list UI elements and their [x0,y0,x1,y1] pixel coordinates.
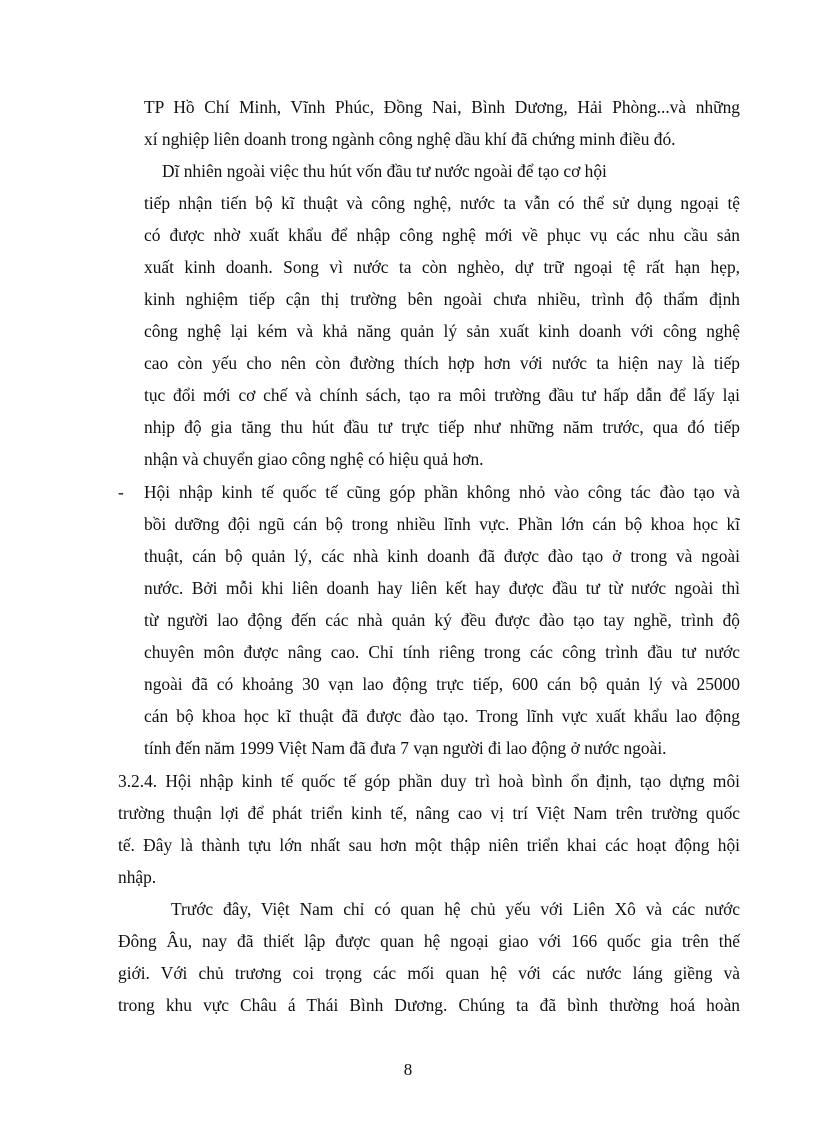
text-line: công nghệ lại kém và khả năng quản lý sản xuất kinh doanh với công nghệ [144,321,740,341]
text-line: nước. Bởi mỗi khi liên doanh hay liên kết hay được đầu tư từ nước ngoài thì [144,578,740,598]
text-line: xí nghiệp liên doanh trong ngành công nghệ dầu khí đã chứng minh điều đó. [144,129,676,149]
text-line: Trước đây, Việt Nam chỉ có quan hệ chủ yếu với Liên Xô và các nước [171,899,740,919]
section-heading-line: 3.2.4. Hội nhập kinh tế quốc tế góp phần duy trì hoà bình ổn định, tạo dựng môi [118,771,740,791]
text-line: giới. Với chủ trương coi trọng các mối quan hệ với các nước láng giềng và [118,963,740,983]
text-line: ngoài đã có khoảng 30 vạn lao động trực tiếp, 600 cán bộ quản lý và 25000 [144,674,740,694]
bullet-dash: - [118,482,124,502]
text-line: xuất kinh doanh. Song vì nước ta còn nghèo, dự trữ ngoại tệ rất hạn hẹp, [144,257,740,277]
text-line: có được nhờ xuất khẩu để nhập công nghệ mới về phục vụ các nhu cầu sản [144,225,740,245]
text-line: nhịp độ gia tăng thu hút đầu tư trực tiếp như những năm trước, qua đó tiếp [144,417,740,437]
text-line: trong khu vực Châu á Thái Bình Dương. Chúng ta đã bình thường hoá hoàn [118,995,740,1015]
text-line: cao còn yếu cho nên còn đường thích hợp hơn với nước ta hiện nay là tiếp [144,353,740,373]
text-line: chuyên môn được nâng cao. Chỉ tính riêng trong các công trình đầu tư nước [144,642,740,662]
text-line: tế. Đây là thành tựu lớn nhất sau hơn một thập niên triển khai các hoạt động hội [118,835,740,855]
text-line: Hội nhập kinh tế quốc tế cũng góp phần không nhỏ vào công tác đào tạo và [144,482,740,502]
text-line: từ người lao động đến các nhà quản ký đều được đào tạo tay nghề, trình độ [144,610,740,630]
text-line: nhận và chuyển giao công nghệ có hiệu quả hơn. [144,449,484,469]
text-line: tiếp nhận tiến bộ kĩ thuật và công nghệ, nước ta vẫn có thể sử dụng ngoại tệ [144,193,740,213]
text-line: trường thuận lợi để phát triển kinh tế, nâng cao vị trí Việt Nam trên trường quốc [118,803,740,823]
text-line: thuật, cán bộ quản lý, các nhà kinh doanh đã được đào tạo ở trong và ngoài [144,546,740,566]
text-line: tính đến năm 1999 Việt Nam đã đưa 7 vạn người đi lao động ở nước ngoài. [144,738,667,758]
text-line: Dĩ nhiên ngoài việc thu hút vốn đầu tư nước ngoài để tạo cơ hội [162,161,607,181]
text-line: bồi dưỡng đội ngũ cán bộ trong nhiều lĩnh vực. Phần lớn cán bộ khoa học kĩ [144,514,740,534]
text-line: TP Hồ Chí Minh, Vĩnh Phúc, Đồng Nai, Bình Dương, Hải Phòng...và những [144,97,740,117]
text-line: cán bộ khoa học kĩ thuật đã được đào tạo. Trong lĩnh vực xuất khẩu lao động [144,706,740,726]
text-line: nhập. [118,867,157,887]
text-line: Đông Âu, nay đã thiết lập được quan hệ ngoại giao với 166 quốc gia trên thế [118,931,740,951]
text-line: kinh nghiệm tiếp cận thị trường bên ngoài chưa nhiều, trình độ thẩm định [144,289,740,309]
page-number: 8 [403,1060,413,1079]
text-line: tục đổi mới cơ chế và chính sách, tạo ra môi trường đầu tư hấp dẫn để lấy lại [144,385,740,405]
